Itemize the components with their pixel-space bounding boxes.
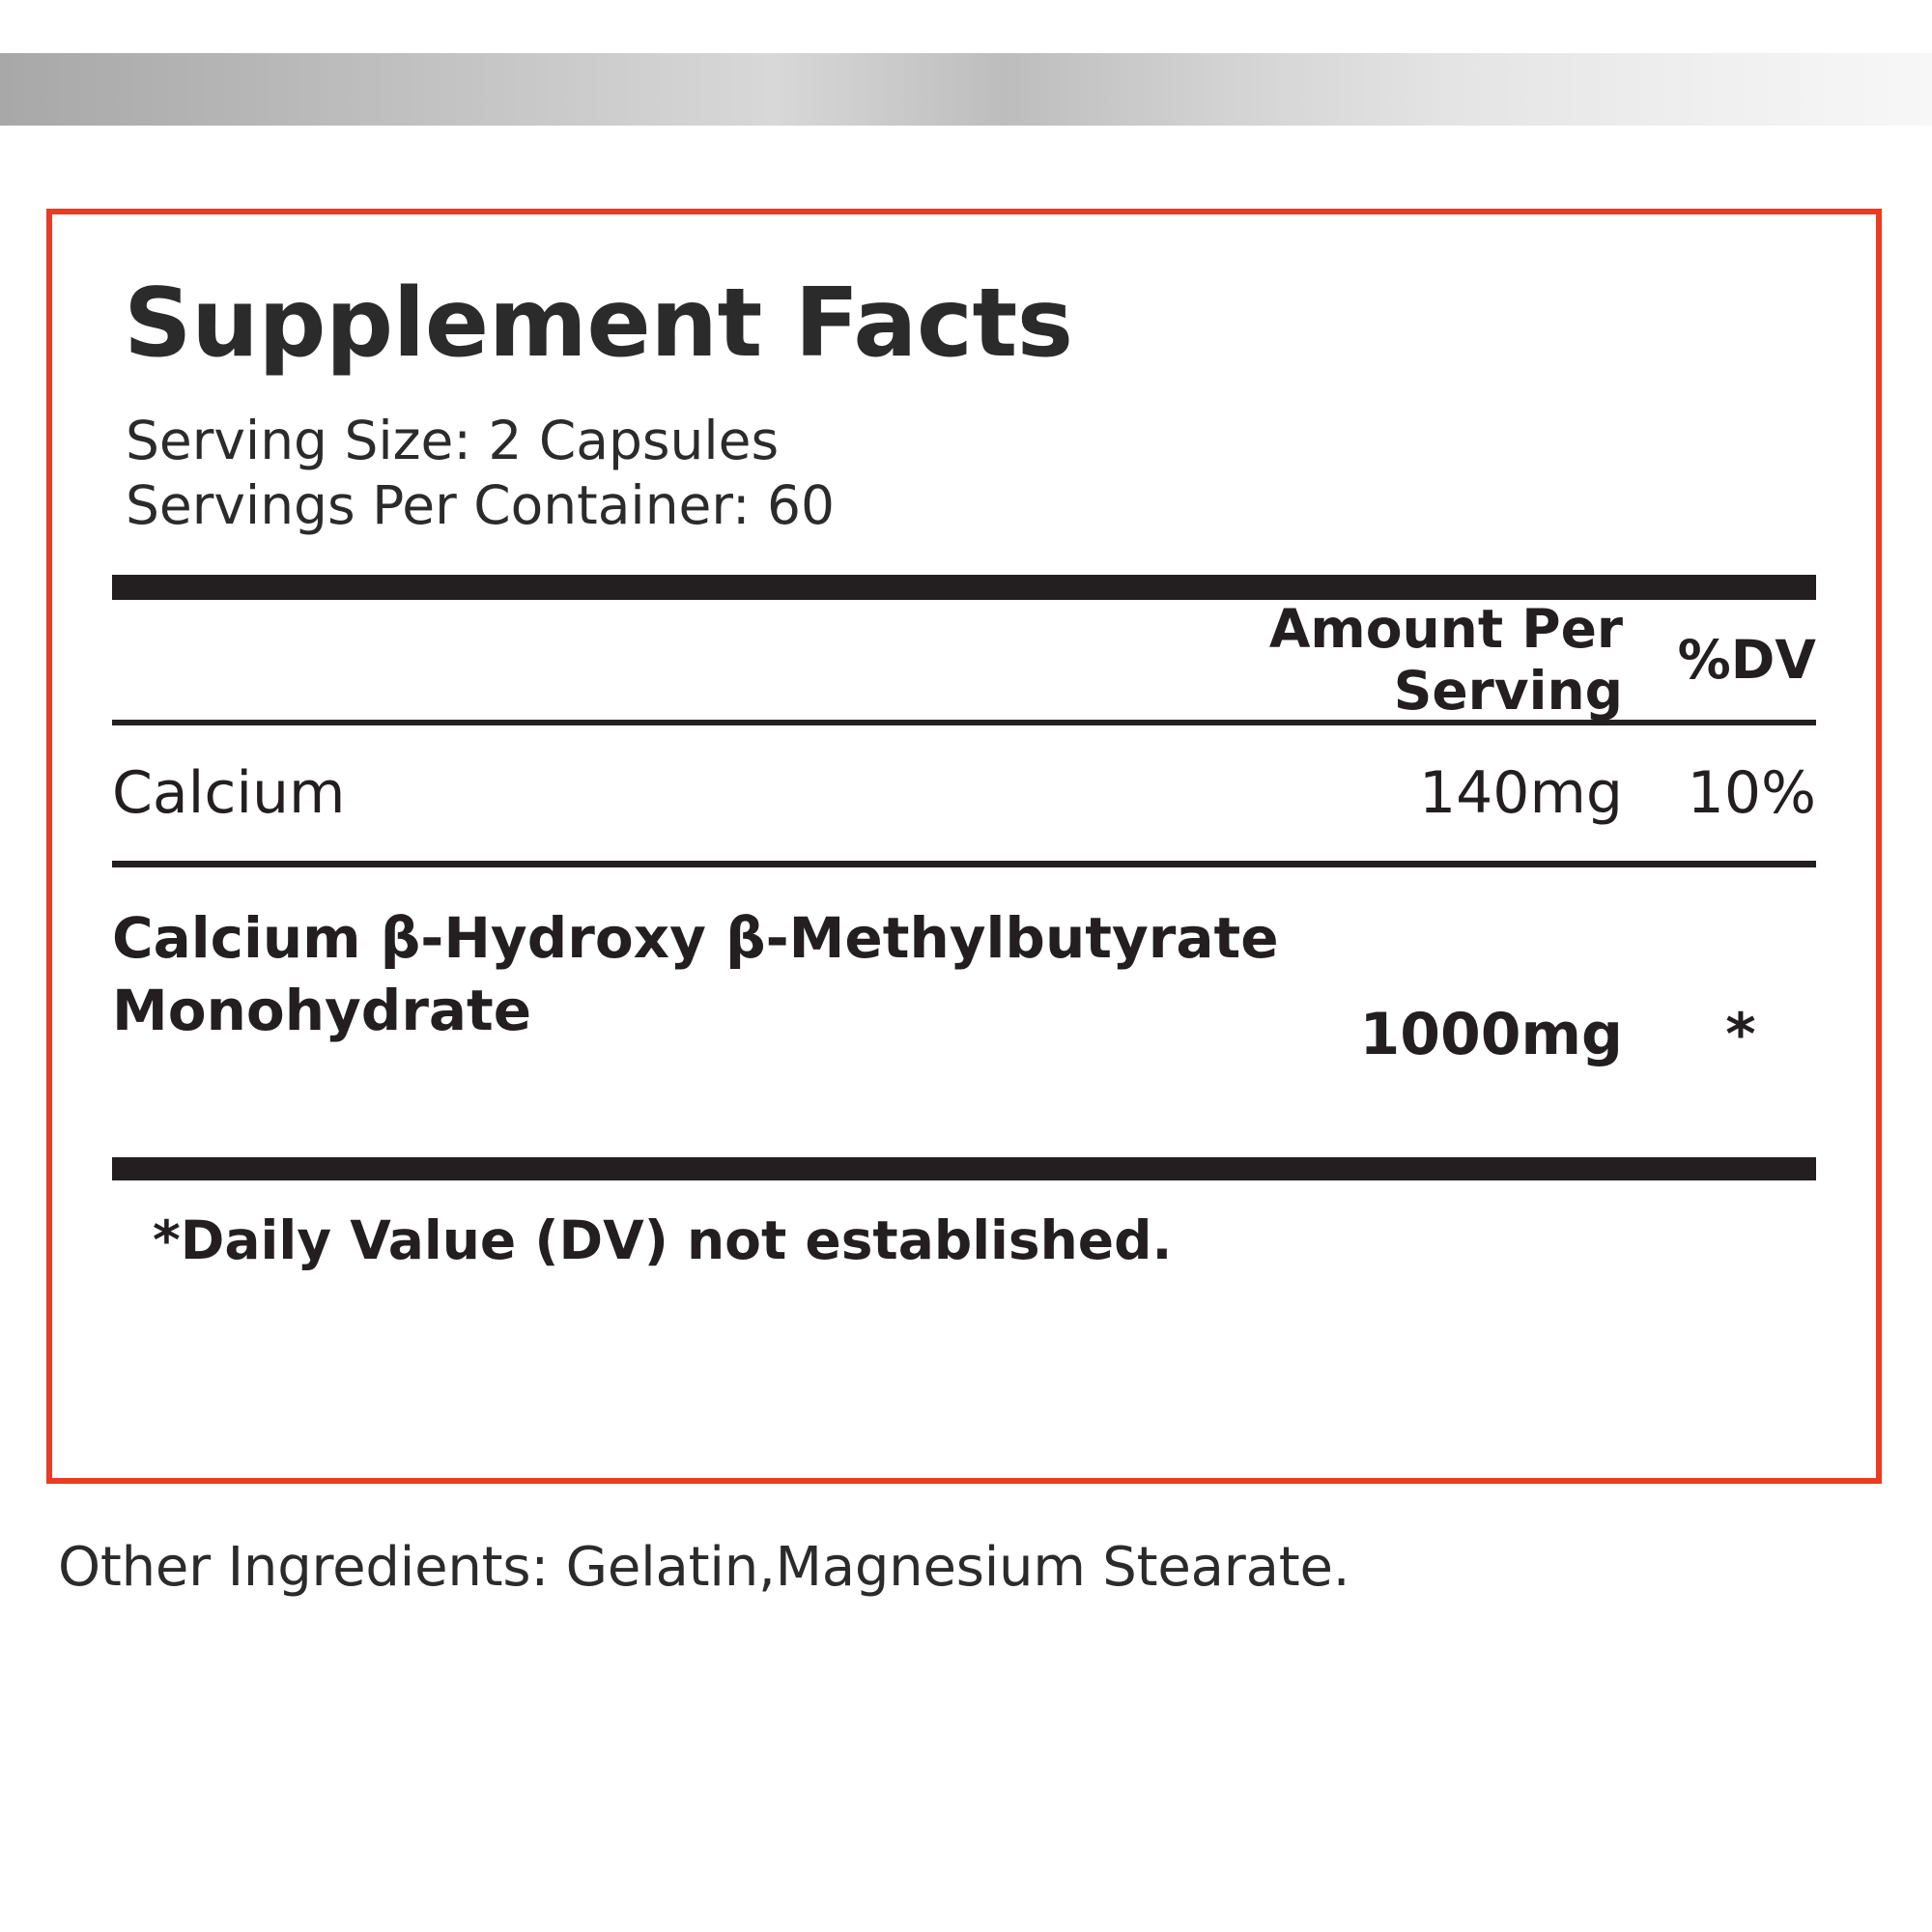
nutrient-daily-value: *	[1725, 1001, 1756, 1069]
column-header-amount-per-serving: Amount Per Serving	[1268, 598, 1623, 723]
divider-thick-bottom	[112, 1157, 1816, 1180]
nutrient-daily-value: 10%	[1687, 759, 1816, 828]
other-ingredients-text: Other Ingredients: Gelatin,Magnesium Stearate.	[58, 1536, 1350, 1599]
nutrient-amount: 140mg	[1418, 759, 1623, 828]
servings-per-container-text: Servings Per Container: 60	[126, 473, 836, 536]
supplement-facts-inner	[52, 214, 1876, 1478]
daily-value-footnote: *Daily Value (DV) not established.	[153, 1209, 1173, 1272]
table-header-row	[112, 598, 1816, 723]
table-row	[112, 725, 1816, 861]
nutrient-amount: 1000mg	[1359, 1001, 1623, 1069]
nutrient-name: Calcium	[112, 759, 346, 828]
supplement-facts-panel	[46, 209, 1882, 1484]
column-header-daily-value: %DV	[1677, 629, 1816, 692]
divider-thick-top	[112, 575, 1816, 600]
page-title: Supplement Facts	[124, 269, 1073, 379]
serving-size-text: Serving Size: 2 Capsules	[126, 409, 780, 471]
nutrient-name: Calcium β-Hydroxy β-Methylbutyrate Monohydrate	[112, 905, 1279, 1044]
table-row	[112, 867, 1816, 1157]
divider-between-rows	[112, 861, 1816, 867]
